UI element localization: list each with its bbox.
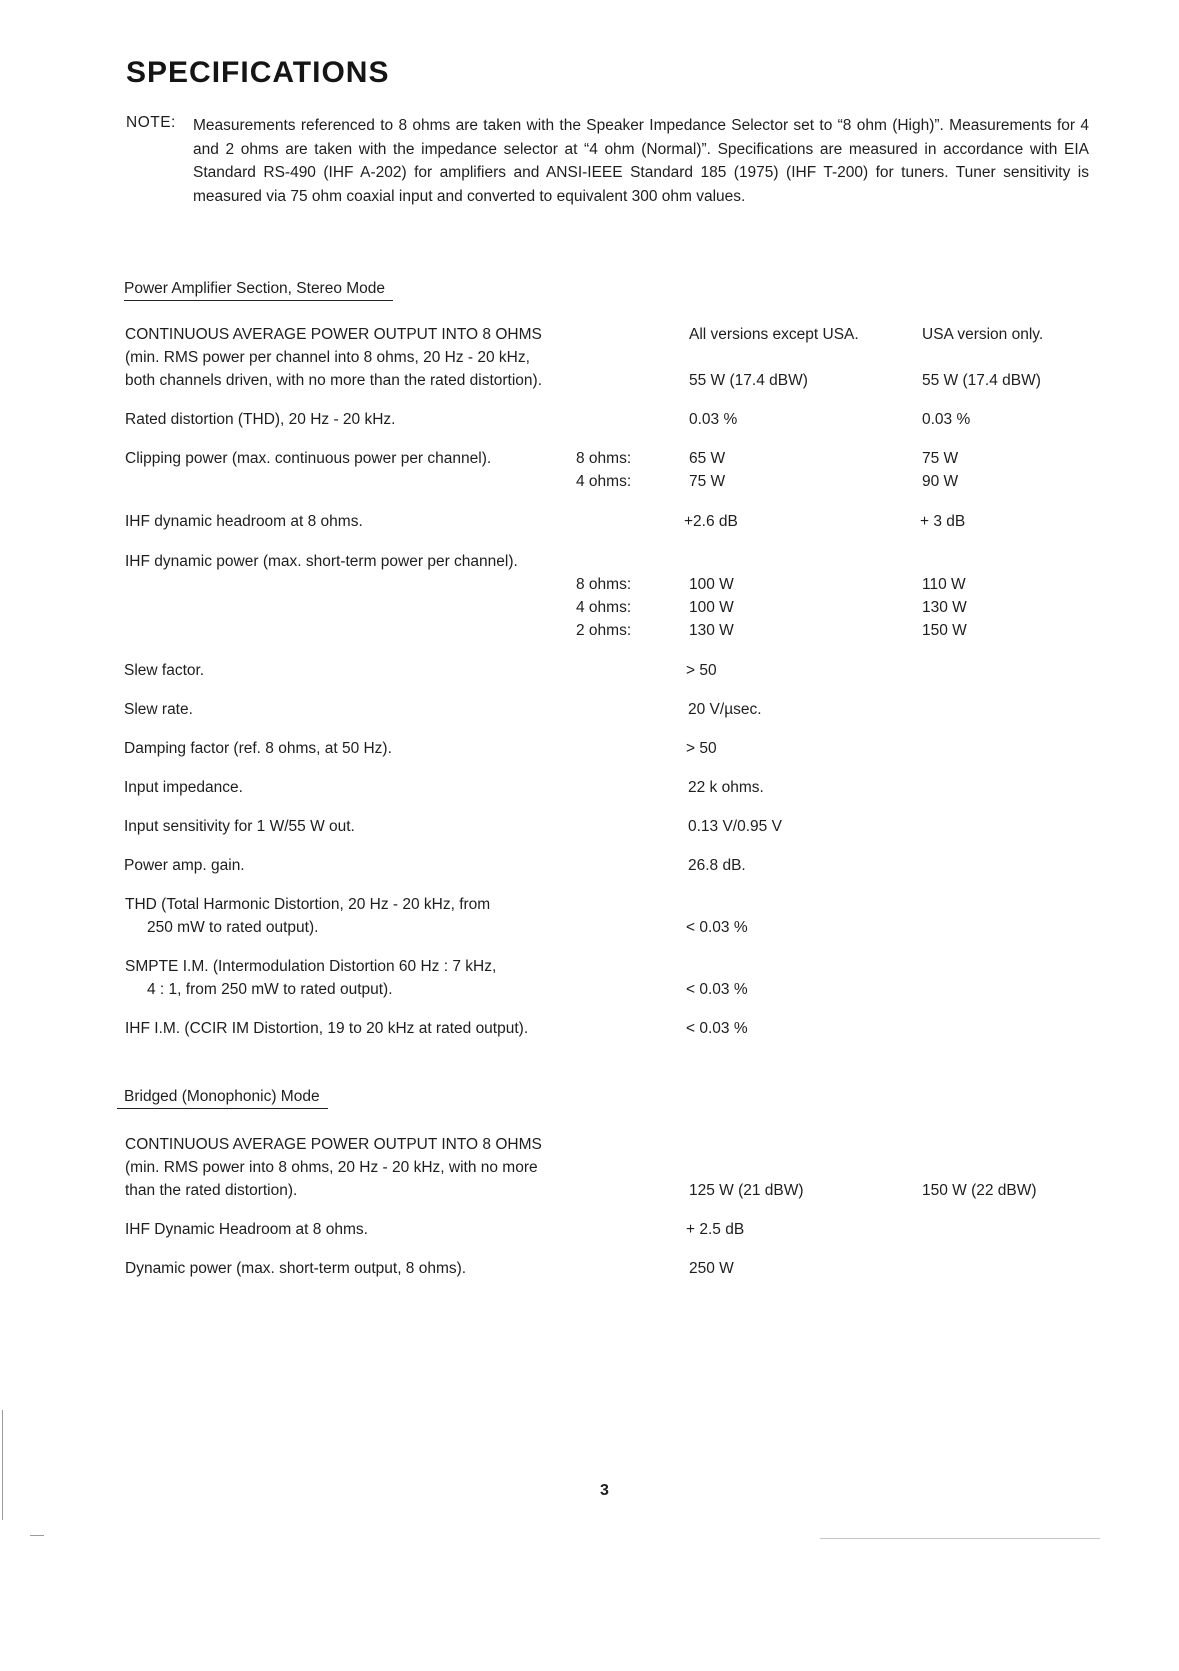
stereo-continuous-value-all: 55 W (17.4 dBW) (689, 372, 808, 389)
thd-label-line2: 250 mW to rated output). (147, 919, 319, 936)
damping-factor-label: Damping factor (ref. 8 ohms, at 50 Hz). (124, 740, 392, 757)
clipping-load-8: 8 ohms: (576, 450, 632, 467)
column-header-all-versions: All versions except USA. (689, 326, 859, 343)
slew-factor-label: Slew factor. (124, 662, 205, 679)
rated-distortion-value-all: 0.03 % (689, 411, 738, 428)
dynamic-2-value-usa: 150 W (922, 622, 967, 639)
dynamic-4-value-all: 100 W (689, 599, 734, 616)
input-impedance-label: Input impedance. (124, 779, 243, 796)
headroom-label: IHF dynamic headroom at 8 ohms. (125, 513, 363, 530)
smpte-label-line2: 4 : 1, from 250 mW to rated output). (147, 981, 393, 998)
ihf-im-value: < 0.03 % (686, 1020, 748, 1037)
clipping-8-value-usa: 75 W (922, 450, 959, 467)
section-heading-stereo: Power Amplifier Section, Stereo Mode (124, 280, 393, 301)
section-heading-bridged: Bridged (Monophonic) Mode (117, 1088, 328, 1109)
dynamic-power-label: IHF dynamic power (max. short-term power per channel). (125, 553, 518, 570)
bridged-continuous-line2: (min. RMS power into 8 ohms, 20 Hz - 20 kHz, with no more (125, 1159, 538, 1176)
dynamic-load-2: 2 ohms: (576, 622, 632, 639)
note-text: Measurements referenced to 8 ohms are taken with the Speaker Impedance Selector set to “8 ohm (High)”. Measurements for 4 and 2 ohms are taken with the impedance selector at “4 ohm (Normal)”. Specifications are measured in accordance with EIA Standard RS-490 (IHF A-202) for amplifiers and ANSI-IEEE Standard 185 (1975) (IHF T-200) for tuners. Tuner sensitivity is measured via 75 ohm coaxial input and converted to equivalent 300 ohm values. (193, 117, 1089, 205)
input-sensitivity-value: 0.13 V/0.95 V (688, 818, 782, 835)
bridged-continuous-value-all: 125 W (21 dBW) (689, 1182, 804, 1199)
headroom-value-all: +2.6 dB (684, 513, 738, 530)
slew-rate-label: Slew rate. (124, 701, 193, 718)
page-number: 3 (600, 1482, 609, 1499)
power-amp-gain-value: 26.8 dB. (688, 857, 746, 874)
clipping-power-label: Clipping power (max. continuous power per channel). (125, 450, 492, 467)
dynamic-8-value-usa: 110 W (922, 576, 966, 593)
rated-distortion-label: Rated distortion (THD), 20 Hz - 20 kHz. (125, 411, 396, 428)
slew-rate-value: 20 V/µsec. (688, 701, 762, 718)
dynamic-load-4: 4 ohms: (576, 599, 632, 616)
dynamic-4-value-usa: 130 W (922, 599, 967, 616)
scan-bottom-line (820, 1538, 1100, 1539)
rated-distortion-value-usa: 0.03 % (922, 411, 971, 428)
input-impedance-value: 22 k ohms. (688, 779, 764, 796)
dynamic-load-8: 8 ohms: (576, 576, 632, 593)
bridged-continuous-line3: than the rated distortion). (125, 1182, 298, 1199)
bridged-headroom-label: IHF Dynamic Headroom at 8 ohms. (125, 1221, 368, 1238)
thd-value: < 0.03 % (686, 919, 748, 936)
stereo-continuous-value-usa: 55 W (17.4 dBW) (922, 372, 1041, 389)
stereo-continuous-line2: (min. RMS power per channel into 8 ohms, 20 Hz - 20 kHz, (125, 349, 530, 366)
power-amp-gain-label: Power amp. gain. (124, 857, 245, 874)
bridged-dynamic-power-value: 250 W (689, 1260, 734, 1277)
note-label: NOTE: (126, 114, 176, 131)
bridged-dynamic-power-label: Dynamic power (max. short-term output, 8 ohms). (125, 1260, 467, 1277)
bridged-continuous-value-usa: 150 W (22 dBW) (922, 1182, 1037, 1199)
clipping-4-value-usa: 90 W (922, 473, 959, 490)
slew-factor-value: > 50 (686, 662, 717, 679)
headroom-value-usa: + 3 dB (920, 513, 966, 530)
clipping-load-4: 4 ohms: (576, 473, 632, 490)
dynamic-2-value-all: 130 W (689, 622, 734, 639)
smpte-label-line1: SMPTE I.M. (Intermodulation Distortion 60 Hz : 7 kHz, (125, 958, 497, 975)
input-sensitivity-label: Input sensitivity for 1 W/55 W out. (124, 818, 355, 835)
column-header-usa: USA version only. (922, 326, 1044, 343)
stereo-continuous-line3: both channels driven, with no more than the rated distortion). (125, 372, 543, 389)
clipping-8-value-all: 65 W (689, 450, 726, 467)
bridged-continuous-line1: CONTINUOUS AVERAGE POWER OUTPUT INTO 8 OHMS (125, 1136, 542, 1153)
damping-factor-value: > 50 (686, 740, 717, 757)
bridged-headroom-value: + 2.5 dB (686, 1221, 745, 1238)
smpte-value: < 0.03 % (686, 981, 748, 998)
stereo-continuous-line1: CONTINUOUS AVERAGE POWER OUTPUT INTO 8 OHMS (125, 326, 542, 343)
scan-edge-mark (2, 1410, 3, 1520)
clipping-4-value-all: 75 W (689, 473, 726, 490)
scan-dash-mark (30, 1535, 44, 1536)
page-title: SPECIFICATIONS (126, 56, 390, 89)
dynamic-8-value-all: 100 W (689, 576, 734, 593)
thd-label-line1: THD (Total Harmonic Distortion, 20 Hz - 20 kHz, from (125, 896, 491, 913)
ihf-im-label: IHF I.M. (CCIR IM Distortion, 19 to 20 kHz at rated output). (125, 1020, 529, 1037)
